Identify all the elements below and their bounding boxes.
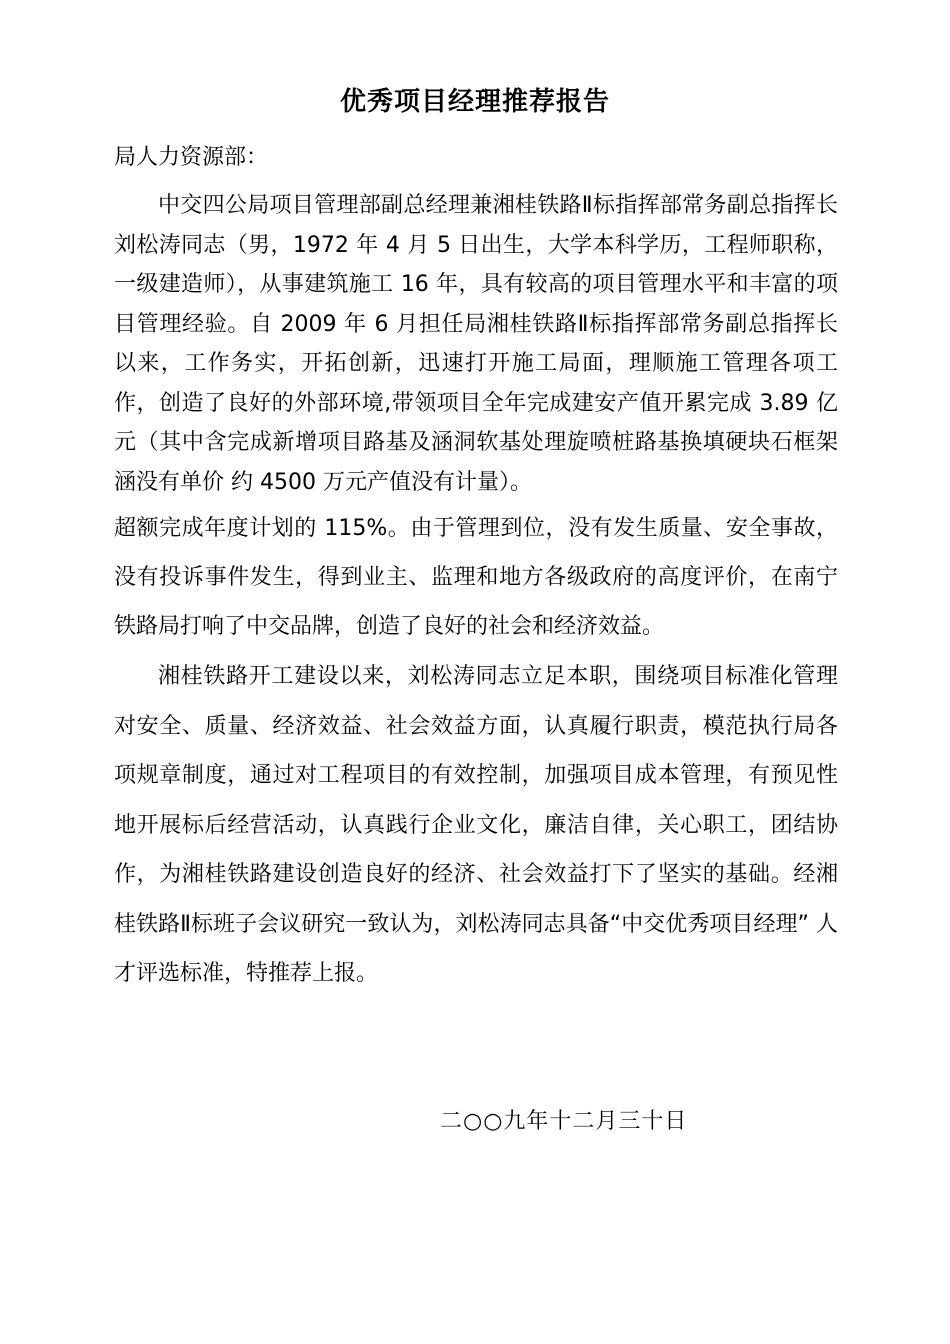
salutation: 局人力资源部：: [114, 145, 269, 170]
body-paragraph-1-continued: 超额完成年度计划的 115%。由于管理到位，没有发生质量、安全事故，没有投诉事件发生，得到业主、监理和地方各级政府的高度评价，在南宁铁路局打响了中交品牌，创造了良好的社会和经济效益。: [114, 516, 838, 639]
body-paragraph-1: 中交四公局项目管理部副总经理兼湘桂铁路Ⅱ标指挥部常务副总指挥长刘松涛同志（男，1972 年 4 月 5 日出生，大学本科学历，工程师职称，一级建造师），从事建筑施工 16 年，具有较高的项目管理水平和丰富的项目管理经验。自 2009 年 6 月担任局湘桂铁路Ⅱ标指挥部常务副总指挥长以来，工作务实，开拓创新，迅速打开施工局面，理顺施工管理各项工作，创造了良好的外部环境,带领项目全年完成建安产值开累完成 3.89 亿元（其中含完成新增项目路基及涵洞软基处理旋喷桩路基换填硬块石框架涵没有单价 约 4500 万元产值没有计量）。: [114, 193, 838, 495]
signature-date: 二○○九年十二月三十日: [440, 1109, 688, 1134]
document-title: 优秀项目经理推荐报告: [339, 87, 610, 117]
body-paragraph-2: 湘桂铁路开工建设以来，刘松涛同志立足本职，围绕项目标准化管理对安全、质量、经济效益、社会效益方面，认真履行职责，模范执行局各项规章制度，通过对工程项目的有效控制，加强项目成本管理，有预见性地开展标后经营活动，认真践行企业文化，廉洁自律，关心职工，团结协作，为湘桂铁路建设创造良好的经济、社会效益打下了坚实的基础。经湘桂铁路Ⅱ标班子会议研究一致认为，刘松涛同志具备“中交优秀项目经理” 人才评选标准，特推荐上报。: [114, 664, 838, 986]
